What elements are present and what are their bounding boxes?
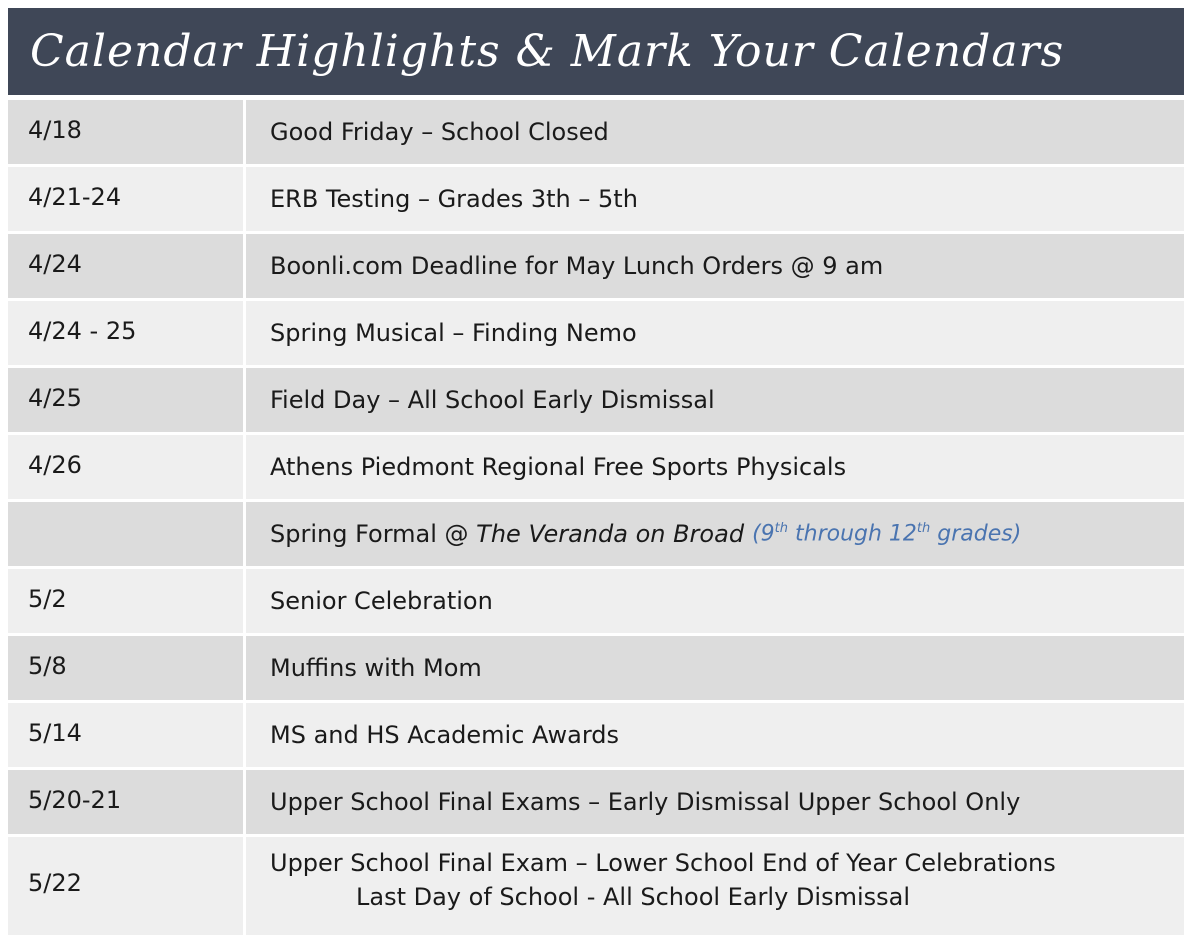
- event-date: 4/24: [8, 234, 246, 298]
- event-date: 5/22: [8, 837, 246, 935]
- table-row: [8, 703, 1184, 770]
- event-date: 4/25: [8, 368, 246, 432]
- event-description: MS and HS Academic Awards: [270, 721, 619, 749]
- calendar-table: [8, 100, 1184, 935]
- event-date: 4/26: [8, 435, 246, 499]
- event-description: [246, 502, 1184, 566]
- event-description: Field Day – All School Early Dismissal: [270, 386, 715, 414]
- event-description: Spring Musical – Finding Nemo: [270, 319, 637, 347]
- page-title: Calendar Highlights & Mark Your Calendars: [30, 26, 1065, 77]
- event-text: Spring Formal @: [270, 520, 477, 548]
- event-description: Senior Celebration: [270, 587, 493, 615]
- table-row: [8, 234, 1184, 301]
- table-row: [8, 837, 1184, 935]
- table-row: [8, 770, 1184, 837]
- table-row: [8, 167, 1184, 234]
- event-venue: The Veranda on Broad: [476, 520, 745, 548]
- event-description: Athens Piedmont Regional Free Sports Physicals: [270, 453, 847, 481]
- event-date: 4/24 - 25: [8, 301, 246, 365]
- grades-superscript: th: [774, 521, 788, 537]
- table-row: [8, 502, 1184, 569]
- table-row: [8, 301, 1184, 368]
- grades-superscript: th: [916, 521, 931, 537]
- table-row: [8, 435, 1184, 502]
- event-date: 5/20-21: [8, 770, 246, 834]
- grades-text: grades): [930, 521, 1022, 547]
- event-description: [246, 837, 1184, 935]
- grades-text: (9: [752, 521, 775, 547]
- event-date: 5/2: [8, 569, 246, 633]
- event-date: 4/21-24: [8, 167, 246, 231]
- event-date: 4/18: [8, 100, 246, 164]
- event-line: Last Day of School - All School Early Dismissal: [356, 883, 911, 911]
- event-description: Good Friday – School Closed: [270, 118, 609, 146]
- event-description: Muffins with Mom: [270, 654, 482, 682]
- event-date: 5/8: [8, 636, 246, 700]
- table-row: [8, 368, 1184, 435]
- table-row: [8, 100, 1184, 167]
- event-description: Boonli.com Deadline for May Lunch Orders @ 9 am: [270, 252, 884, 280]
- table-row: [8, 636, 1184, 703]
- event-description: ERB Testing – Grades 3th – 5th: [270, 185, 638, 213]
- event-line: Upper School Final Exam – Lower School End of Year Celebrations: [270, 849, 1056, 877]
- event-grades-note: [752, 521, 1021, 546]
- grades-text: through 12: [788, 521, 917, 547]
- event-date: [8, 502, 246, 566]
- title-banner: [8, 8, 1184, 95]
- event-date: 5/14: [8, 703, 246, 767]
- table-row: [8, 569, 1184, 636]
- event-description: Upper School Final Exams – Early Dismissal Upper School Only: [270, 788, 1021, 816]
